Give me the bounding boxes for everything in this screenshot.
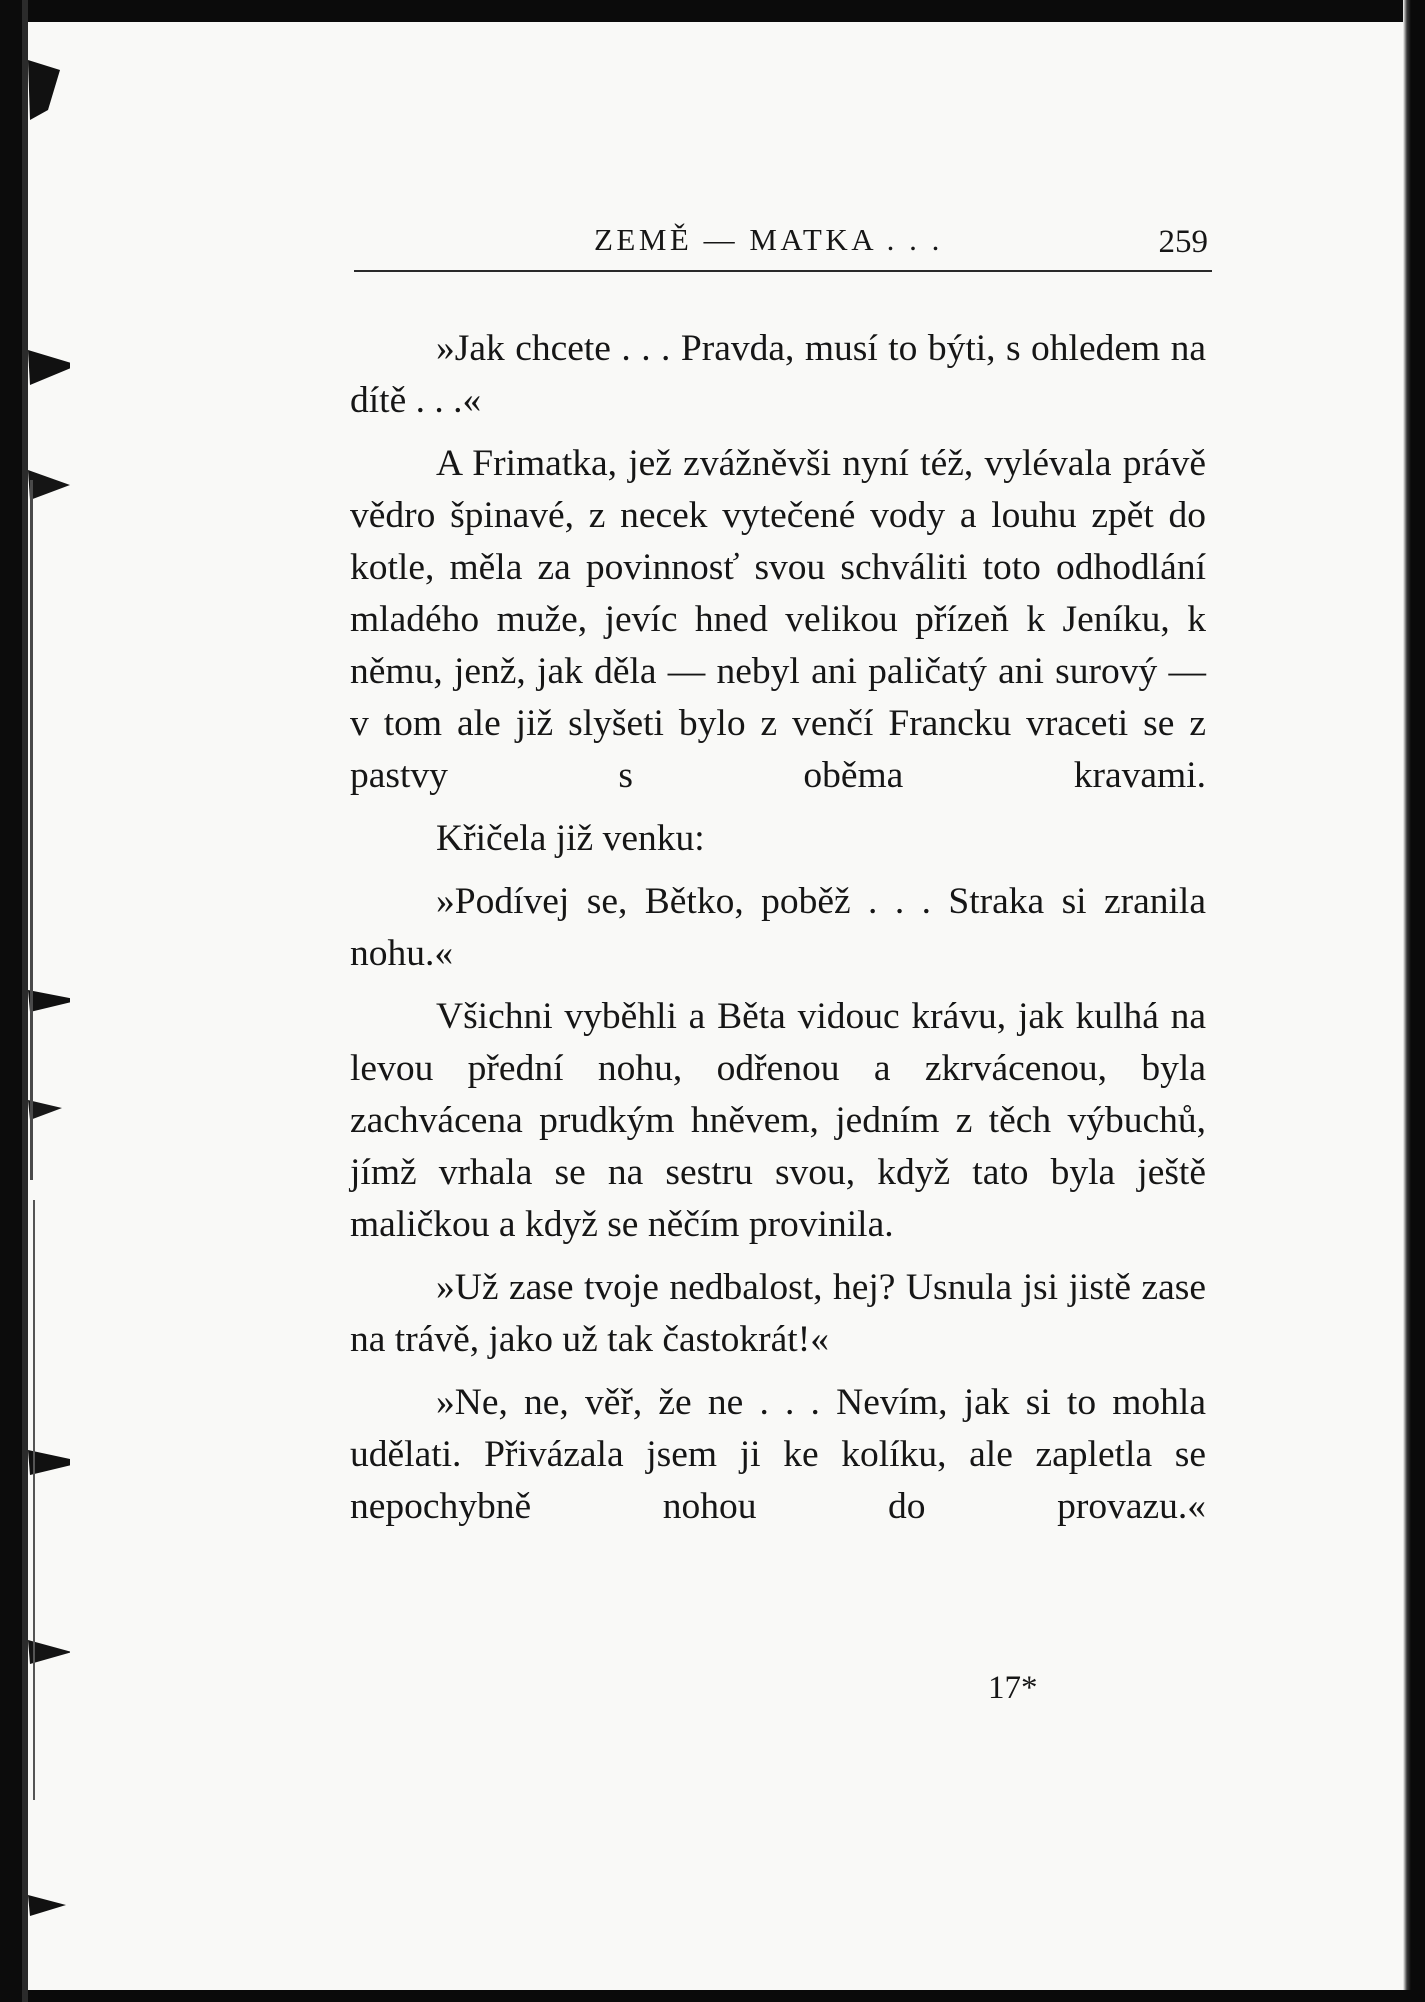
page-number: 259 bbox=[1158, 224, 1208, 260]
body-text bbox=[350, 323, 1206, 1544]
scan-border-right bbox=[1403, 0, 1425, 2002]
paragraph: »Už zase tvoje nedbalost, hej? Usnula jsi jistě zase na trávě, jako už tak častokrát!« bbox=[350, 1267, 1206, 1360]
paragraph: »Jak chcete . . . Pravda, musí to býti, s ohledem na dítě . . .« bbox=[350, 328, 1206, 421]
page-header bbox=[354, 216, 1214, 266]
paragraph: A Frimatka, jež zvážněvši nyní též, vylévala právě vědro špinavé, z necek vytečené vody a louhu zpět do kotle, měla za povinnosť svou schváliti toto odhodlání mladého muže, jevíc hned velikou přízeň k Jeníku, k němu, jenž, jak děla — nebyl ani paličatý ani surový — v tom ale již slyšeti bylo z venčí Francku vraceti se z pastvy s oběma kravami. bbox=[350, 443, 1206, 796]
paragraph: Všichni vyběhli a Běta vidouc krávu, jak kulhá na levou přední nohu, odřenou a zkrvácenou, byla zachvácena prudkým hněvem, jedním z těch výbuchů, jímž vrhala se na sestru svou, když tato byla ještě maličkou a když se něčím provinila. bbox=[350, 996, 1206, 1245]
paragraph: Křičela již venku: bbox=[436, 818, 705, 859]
scan-border-bottom bbox=[0, 1990, 1425, 2002]
scan-border-left bbox=[0, 0, 70, 2002]
scan-border-top bbox=[0, 0, 1425, 22]
signature-mark: 17* bbox=[988, 1670, 1038, 1706]
paragraph: »Ne, ne, věř, že ne . . . Nevím, jak si to mohla udělati. Přivázala jsem ji ke kolíku, ale zapletla se nepochybně nohou do provazu.« bbox=[350, 1382, 1206, 1527]
paragraph: »Podívej se, Bětko, poběž . . . Straka si zranila nohu.« bbox=[350, 881, 1206, 974]
running-title: ZEMĚ — MATKA . . . bbox=[594, 222, 943, 257]
header-rule bbox=[354, 270, 1212, 272]
